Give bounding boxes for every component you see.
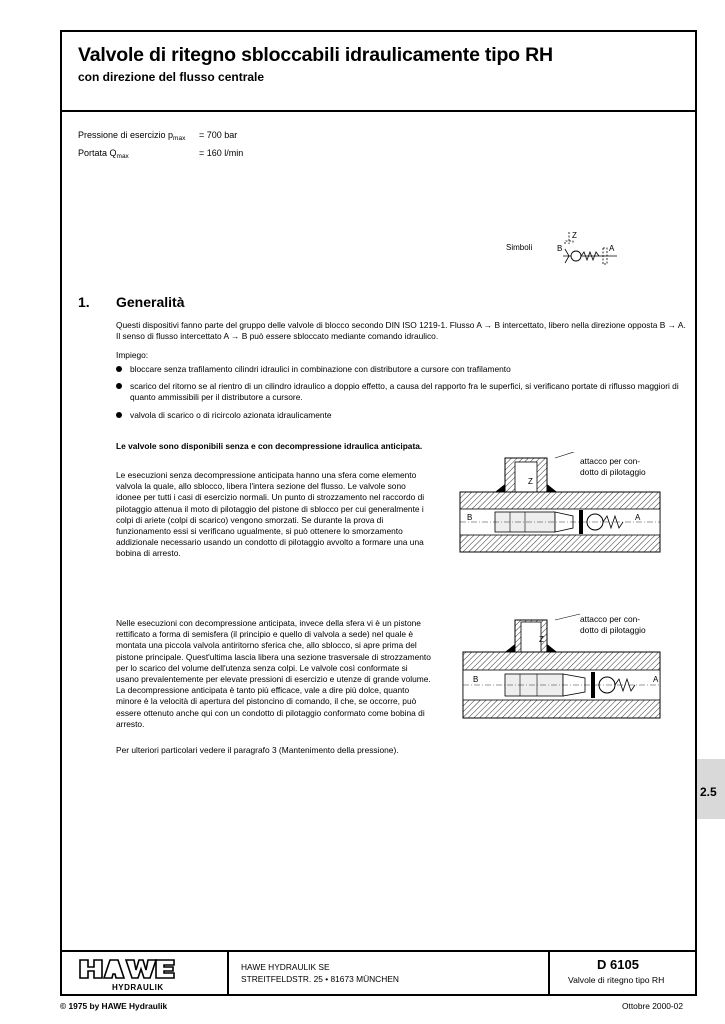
paragraph-reference: Per ulteriori particolari vedere il paragrafo 3 (Mantenimento della pressione). [116, 745, 399, 755]
specs-block [78, 128, 243, 164]
figure1-callout: attacco per con- dotto di pilotaggio [580, 456, 646, 477]
spec-value: = 160 l/min [199, 148, 244, 158]
copyright: © 1975 by HAWE Hydraulik [60, 1001, 168, 1011]
symbol-label: Simboli [506, 243, 533, 252]
footer-divider [60, 950, 697, 952]
bullet-icon [116, 366, 122, 372]
list-item: scarico del ritorno se al rientro di un cilindro idraulico a doppio effetto, a causa del rapporto fra le superfici, si verificano portate di riflusso maggiori di quanto ammissibili per il distributore a cursore. [116, 381, 686, 403]
section-number: 1. [78, 294, 90, 310]
company-address [241, 961, 399, 985]
edition-date: Ottobre 2000-02 [622, 1001, 683, 1011]
impiego-label: Impiego: [116, 350, 149, 360]
spec-label: Portata $Q_{max}$ [78, 148, 129, 160]
hawe-logo [78, 956, 178, 982]
fig1-port-b: B [467, 513, 473, 522]
bullet-icon [116, 412, 122, 418]
list-item: bloccare senza trafilamento cilindri idraulici in combinazione con distributore a cursore con trafilamento [116, 364, 686, 375]
footer-divider-v2 [548, 950, 550, 996]
section-title: Generalità [116, 294, 185, 310]
footer-divider-v1 [227, 950, 229, 996]
paragraph-no-decompression: Le esecuzioni senza decompressione anticipata hanno una sfera come elemento valvola la quale, allo sblocco, libera l'intera sezione del flusso. Le valvole sono idonee per tutti i casi di esercizio normali. Un punto di strozzamento nel raccordo di pilotaggio attenua il moto di pilotaggio del pistone di sblocco per cui generalmente i colpi di ariete (colpi di scarico) vengono smorzati. Se durante la prova di funzionamento essi si verificano ugualmente, si può ottenere lo smorzamento addizionale necessario usando un condotto di pilotaggio avvolto a formare una una bobina di arresto. [116, 470, 425, 559]
spec-row [78, 146, 243, 164]
page-subtitle: con direzione del flusso centrale [78, 70, 265, 84]
fig2-port-z: Z [539, 635, 544, 644]
availability-heading: Le valvole sono disponibili senza e con decompressione idraulica anticipata. [116, 441, 423, 451]
paragraph-with-decompression: Nelle esecuzioni con decompressione anticipata, invece della sfera vi è un pistone rettificato a forma di semisfera (il principio e quello di valvola a sede) nel quale è montata una piccola valvola antiritorno sferica che, allo sblocco, si apre prima del pistone principale. Quest'ultima lascia libera una sezione trasversale di strozzamento per lo scarico del volume dell'utenza senza colpi. Le valvole così conformate si usano prevalentemente per elevate pressioni di esercizio e utenze di grande volume. La decompressione anticipata è tanto più efficace, vale a dire più dolce, quanto minore è la velocità di apertura del pistoncino di comando, il che, se occorre, può essere ottenuto anche qui con un condotto di pilotaggio conformato come bobina di arresto. [116, 618, 431, 729]
symbol-port-z: Z [572, 231, 577, 240]
spec-label: Pressione di esercizio $p_{max}$ [78, 130, 186, 142]
symbol-port-b: B [557, 244, 563, 253]
fig1-port-a: A [635, 513, 641, 522]
document-description: Valvole di ritegno tipo RH [568, 975, 665, 985]
header-divider [60, 110, 697, 112]
check-valve-symbol [555, 228, 625, 268]
page-title: Valvole di ritegno sbloccabili idraulicamente tipo RH [78, 44, 553, 66]
usage-list [116, 364, 686, 427]
intro-paragraph: Questi dispositivi fanno parte del gruppo delle valvole di blocco secondo DIN ISO 1219-1. Flusso A → B intercettato, libero nella direzione opposta B → A. Il senso di flusso intercettato A → B può essere sbloccato mediante comando idraulico. [116, 320, 686, 342]
company-name: HAWE HYDRAULIK SE [241, 962, 330, 972]
valve-section-drawing-2 [455, 612, 665, 722]
spec-value: = 700 bar [199, 130, 238, 140]
valve-section-drawing-1 [455, 452, 665, 562]
fig2-port-a: A [653, 675, 659, 684]
figure2-callout: attacco per con- dotto di pilotaggio [580, 614, 646, 635]
symbol-port-a: A [609, 244, 615, 253]
fig2-port-b: B [473, 675, 479, 684]
street-address: STREITFELDSTR. 25 • 81673 MÜNCHEN [241, 974, 399, 984]
spec-row [78, 128, 243, 146]
chapter-tab: 2.5 [697, 759, 725, 819]
list-item: valvola di scarico o di ricircolo azionata idraulicamente [116, 410, 686, 421]
document-number: D 6105 [597, 957, 639, 972]
logo-subtitle: HYDRAULIK [112, 983, 164, 992]
bullet-icon [116, 383, 122, 389]
fig1-port-z: Z [528, 477, 533, 486]
